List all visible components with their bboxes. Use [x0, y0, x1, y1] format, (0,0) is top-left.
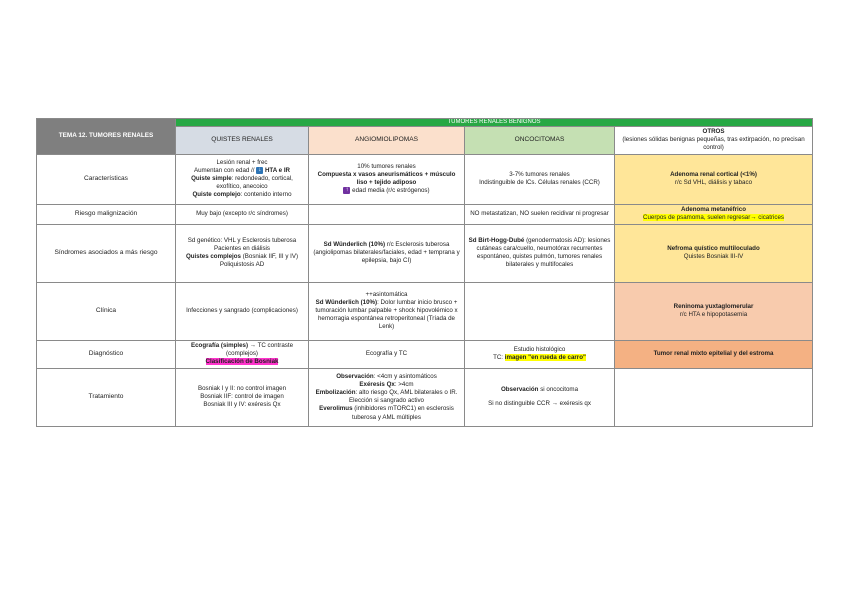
text-part: HTA e IR — [263, 166, 291, 174]
text-part: (genodermatosis AD): lesiones cutáneas cara/cuello, neumotórax recurrentes espontáneo, quistes pulmón, tumores renales bilaterales y multifocales — [476, 236, 611, 269]
cell-caracteristicas-angio — [309, 154, 465, 204]
tumores-table — [36, 118, 813, 427]
text-line — [179, 167, 305, 175]
cell-tratamiento-angio — [309, 368, 465, 426]
text-line — [312, 389, 461, 405]
cell-riesgo-onco: NO metastatizan, NO suelen recidivar ni progresar — [465, 204, 615, 224]
text-line: Quistes Bosniak III-IV — [683, 253, 744, 261]
text-line — [312, 187, 461, 195]
text-part: Aumentan con edad // — [193, 166, 257, 174]
text-line: Pacientes en diálisis — [213, 244, 271, 252]
otros-subtitle: (lesiones sólidas benignas pequeñas, tras extirpación, no precisan control) — [622, 136, 805, 152]
cell-caracteristicas-otros — [615, 154, 813, 204]
row-label-riesgo: Riesgo malignización — [37, 204, 176, 224]
row-label-clinica: Clínica — [37, 282, 176, 340]
text-line — [468, 237, 611, 270]
text-part: (inhibidores mTORC1) en esclerosis tuberosa y AML múltiples — [352, 405, 454, 421]
cell-sindromes-angio — [309, 224, 465, 282]
cell-riesgo-quistes: Muy bajo (excepto r/c síndromes) — [176, 204, 309, 224]
text-line: Indistinguible de lCs. Células renales (CCR) — [479, 179, 600, 187]
cell-riesgo-otros — [615, 204, 813, 224]
text-line: Sd genético: VHL y Esclerosis tuberosa — [187, 236, 297, 244]
text-line — [312, 373, 461, 381]
page-title: TEMA 12. TUMORES RENALES — [37, 119, 176, 155]
cell-clinica-otros — [615, 282, 813, 340]
text-line — [618, 214, 809, 222]
text-line: Adenoma metanéfrico — [681, 205, 746, 213]
group-header: TUMORES RENALES BENIGNOS — [176, 119, 813, 127]
text-part: : alto riesgo Qx, AML bilaterales o IR. Elección si sangrado activo — [349, 388, 458, 405]
text-line — [468, 354, 611, 362]
cell-clinica-quistes: Infecciones y sangrado (complicaciones) — [176, 282, 309, 340]
cell-diagnostico-quistes — [176, 340, 309, 368]
text-part: Observación — [500, 385, 539, 393]
text-line: ++asintomática — [365, 290, 408, 298]
text-line — [312, 381, 461, 389]
cell-diagnostico-angio: Ecografía y TC — [309, 340, 465, 368]
cell-sindromes-onco — [465, 224, 615, 282]
text-line: Bosniak III y IV: exéresis Qx — [203, 401, 281, 409]
cell-sindromes-otros — [615, 224, 813, 282]
column-header-oncocitomas: ONCOCITOMAS — [465, 127, 615, 155]
arrow-down-icon: ↓ — [258, 166, 262, 173]
text-line: Estudio histológico — [513, 345, 566, 353]
text-part: : redondeado, cortical, exofítico, anecoico — [216, 175, 293, 191]
text-line: Bosniak IIF: control de imagen — [200, 393, 284, 400]
text-line — [312, 299, 461, 332]
text-part: Everolimus — [319, 405, 353, 413]
cell-caracteristicas-quistes — [176, 154, 309, 204]
text-line — [179, 175, 305, 191]
highlight — [643, 214, 784, 221]
column-header-angiomiolipomas: ANGIOMIOLIPOMAS — [309, 127, 465, 155]
text-part: Quiste simple — [191, 175, 232, 183]
text-line: r/c HTA e hipopotasemia — [679, 311, 748, 319]
text-line: 3-7% tumores renales — [509, 170, 570, 178]
text-line — [312, 241, 461, 266]
text-line: Lesión renal + frec — [216, 158, 268, 166]
cell-riesgo-angio — [309, 204, 465, 224]
cell-diagnostico-otros: Tumor renal mixto epitelial y del estroma — [615, 340, 813, 368]
text-part: (Bosniak IIF, III y IV) — [240, 253, 299, 261]
text-part: cicatrices — [756, 214, 785, 222]
arrow-up-icon: ↑ — [345, 187, 349, 194]
text-line — [468, 400, 611, 408]
text-part: Observación — [336, 372, 374, 380]
cell-tratamiento-quistes — [176, 368, 309, 426]
text-part: : <4cm y asintomáticos — [373, 372, 437, 380]
text-part: Si no distinguible CCR — [488, 400, 550, 408]
text-line — [312, 405, 461, 421]
text-line — [179, 342, 305, 358]
cell-clinica-angio — [309, 282, 465, 340]
text-part: : >4cm — [394, 380, 414, 388]
text-line: Bosniak I y II: no control imagen — [197, 384, 287, 392]
arrow-right-icon: → — [249, 341, 256, 349]
text-part: si oncocitoma — [538, 385, 579, 393]
highlight: imagen "en rueda de carro" — [504, 354, 586, 362]
text-line: Nefroma quístico multiloculado — [667, 244, 760, 252]
text-part: r/c Esclerosis tuberosa (angiolipomas bilaterales/faciales, edad + temprana y epilepsia, bajo CI) — [313, 240, 460, 265]
text-line: Compuesta x vasos aneurismáticos + músculo liso + tejido adiposo — [317, 170, 456, 187]
cell-diagnostico-onco — [465, 340, 615, 368]
row-label-diagnostico: Diagnóstico — [37, 340, 176, 368]
text-line — [179, 253, 305, 261]
arrow-right-icon: → — [551, 400, 558, 408]
text-part: : Dolor lumbar inicio brusco + tumoración lumbar palpable + shock hipovolémico x hemorragia espontánea retroperitoneal (Tríada de Lenk) — [315, 298, 458, 331]
cell-tratamiento-otros — [615, 368, 813, 426]
text-part: exéresis qx — [557, 400, 591, 408]
text-part: Sd Birt-Hogg-Dubé — [468, 236, 525, 244]
highlight: Clasificación de Bosniak — [205, 358, 279, 366]
text-line: Reninoma yuxtaglomerular — [673, 302, 754, 310]
text-part: TC: — [493, 354, 505, 362]
text-line: Adenoma renal cortical (<1%) — [670, 170, 757, 178]
text-line — [179, 358, 305, 366]
text-part: edad media (r/c estrógenos) — [352, 187, 430, 195]
row-label-caracteristicas: Características — [37, 154, 176, 204]
row-label-tratamiento: Tratamiento — [37, 368, 176, 426]
text-part: : contenido interno — [240, 191, 292, 199]
arrow-right-icon: → — [750, 214, 757, 222]
column-header-otros — [615, 127, 813, 155]
text-part: Sd Wünderlich (10%) — [315, 298, 378, 306]
text-part: Embolización — [315, 388, 356, 396]
text-part: TC contraste (complejos) — [226, 341, 294, 357]
text-line: Poliquistosis AD — [219, 261, 265, 269]
text-line — [179, 191, 305, 199]
text-part: Cuerpos de psamoma, suelen regresar — [643, 214, 751, 222]
text-line: 10% tumores renales — [357, 162, 416, 170]
text-part: Ecografía (simples) — [190, 341, 249, 349]
text-part: Sd Wünderlich (10%) — [323, 240, 386, 248]
text-part: Exéresis Qx — [359, 380, 395, 388]
text-line — [468, 386, 611, 394]
text-part: Quiste complejo — [192, 191, 241, 199]
column-header-quistes: QUISTES RENALES — [176, 127, 309, 155]
otros-title: OTROS — [702, 128, 725, 135]
cell-clinica-onco — [465, 282, 615, 340]
row-label-sindromes: Síndromes asociados a más riesgo — [37, 224, 176, 282]
cell-caracteristicas-onco — [465, 154, 615, 204]
text-line: r/c Sd VHL, diálisis y tabaco — [674, 179, 753, 187]
text-part: Quistes complejos — [185, 253, 241, 261]
cell-tratamiento-onco — [465, 368, 615, 426]
cell-sindromes-quistes — [176, 224, 309, 282]
